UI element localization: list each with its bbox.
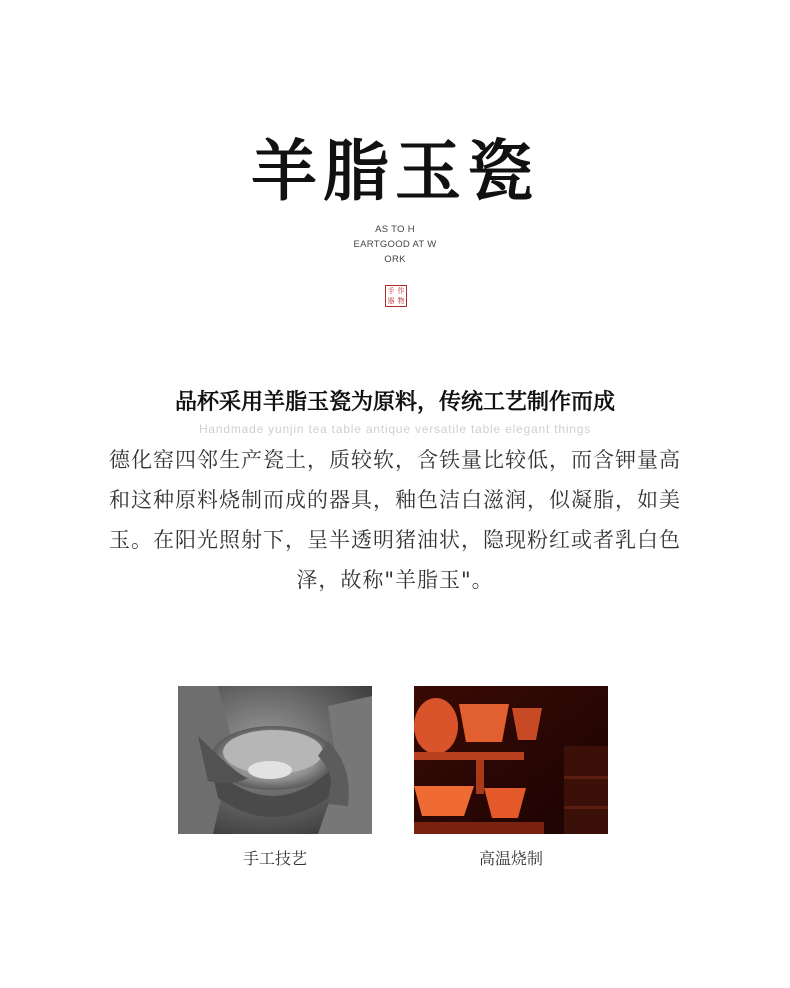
seal-char-2: 作 bbox=[397, 287, 405, 295]
tagline-line-1: AS TO H bbox=[375, 224, 415, 235]
kiln-firing-caption: 高温烧制 bbox=[478, 849, 543, 868]
page-title: 羊脂玉瓷 bbox=[251, 133, 539, 210]
seal-char-3: 器 bbox=[387, 297, 395, 305]
tagline-line-3: ORK bbox=[384, 254, 406, 265]
seal-char-4: 物 bbox=[397, 297, 405, 305]
tagline-line-2: EARTGOOD AT W bbox=[353, 239, 437, 250]
description-line-3: 玉。在阳光照射下，呈半透明猪油状，隐现粉红或者乳白色 bbox=[109, 528, 681, 552]
red-seal-stamp bbox=[385, 285, 407, 307]
section-heading: 品杯采用羊脂玉瓷为原料，传统工艺制作而成 bbox=[174, 390, 615, 415]
kiln-firing-photo bbox=[414, 686, 608, 834]
description-line-1: 德化窑四邻生产瓷土，质较软，含铁量比较低，而含钾量高 bbox=[109, 448, 681, 472]
handcraft-caption: 手工技艺 bbox=[242, 849, 307, 868]
section-heading-english: Handmade yunjin tea table antique versatile table elegant things bbox=[198, 422, 592, 436]
seal-char-1: 手 bbox=[387, 287, 395, 295]
description-line-4: 泽，故称"羊脂玉"。 bbox=[296, 568, 494, 592]
handcraft-photo bbox=[178, 686, 372, 834]
description-paragraph bbox=[60, 440, 730, 600]
description-line-2: 和这种原料烧制而成的器具，釉色洁白滋润，似凝脂，如美 bbox=[109, 488, 681, 512]
english-tagline bbox=[0, 222, 790, 267]
